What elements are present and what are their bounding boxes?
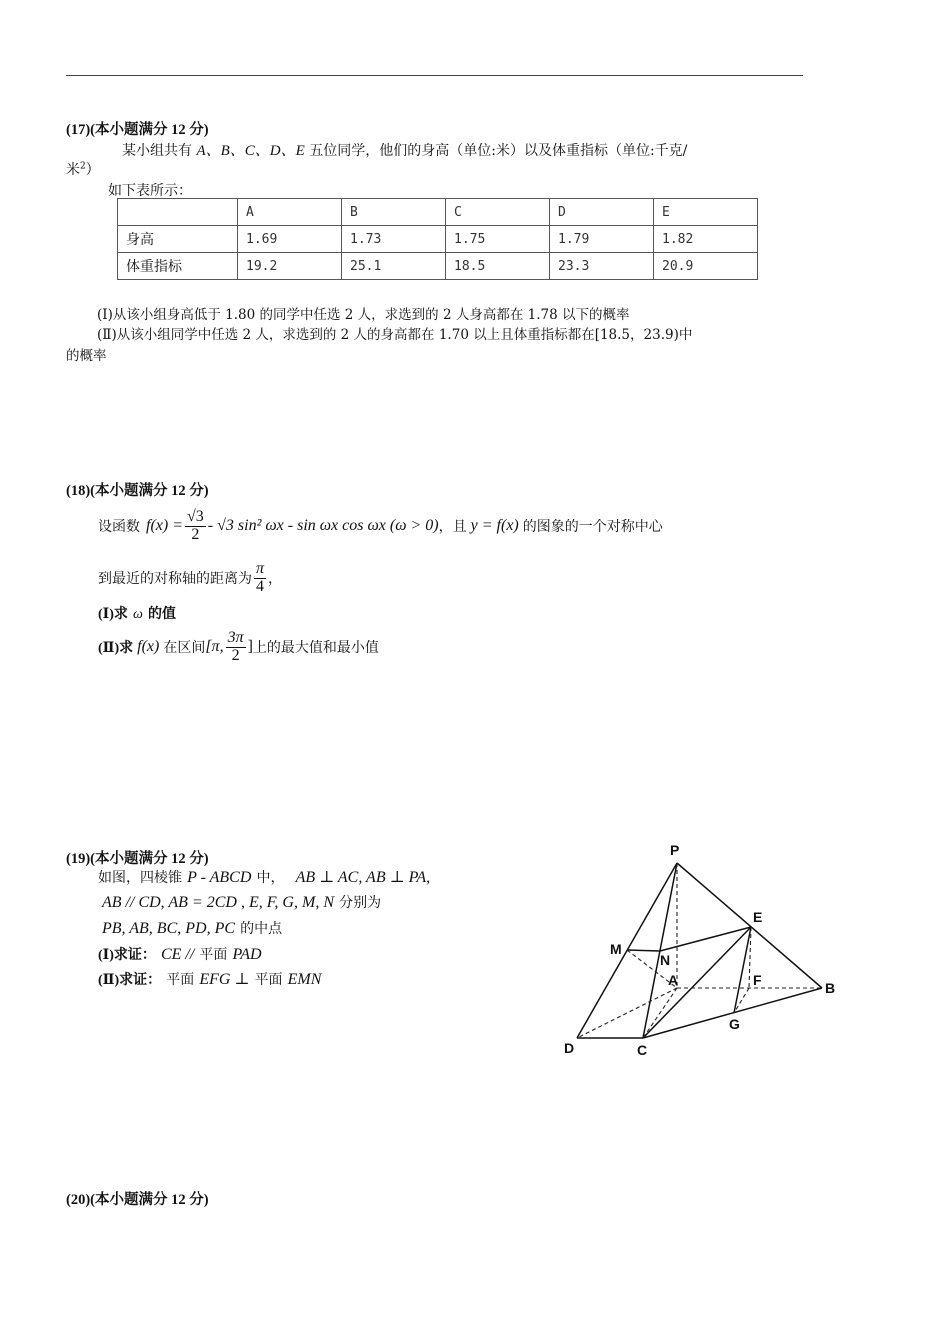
- text: 的中点: [240, 921, 283, 937]
- problem-19-line2: [102, 892, 381, 912]
- table-cell: 1.69: [238, 226, 342, 253]
- table-cell: A: [238, 199, 342, 226]
- label-G: G: [729, 1016, 740, 1032]
- fraction-numerator: 3π: [227, 628, 244, 646]
- table-row: [118, 226, 758, 253]
- part-label: (Ⅱ)求证：: [98, 973, 162, 988]
- text: 分别为: [339, 895, 382, 911]
- student-names: A、B、C、D、E: [196, 143, 305, 159]
- problem-18-part-2: [98, 624, 379, 670]
- interval-open: [π,: [205, 638, 224, 655]
- part-text: 上的最大值和最小值: [252, 640, 379, 656]
- table-cell: 20.9: [654, 253, 758, 280]
- part-label: (Ⅰ)求: [98, 607, 128, 622]
- problem-19-part-1: [98, 944, 262, 964]
- connector-text: ，且: [438, 519, 467, 535]
- problem-17-part-1: (Ⅰ)从该小组身高低于 1.80 的同学中任选 2 人，求选到的 2 人身高都在 1.78 以下的概率: [97, 307, 630, 323]
- text: 平面: [199, 947, 228, 963]
- label-E: E: [753, 909, 763, 925]
- three-pi-over-2: [226, 630, 246, 665]
- problem-20-title: (20)(本小题满分 12 分): [66, 1192, 209, 1208]
- table-cell: 18.5: [446, 253, 550, 280]
- table-cell: D: [550, 199, 654, 226]
- lead-text: 设函数: [98, 519, 140, 535]
- label-A: A: [668, 972, 679, 988]
- table-cell: 19.2: [238, 253, 342, 280]
- intro-text: 某小组共有: [122, 143, 192, 159]
- vertex-labels: [564, 842, 835, 1058]
- omega-symbol: ω: [132, 607, 143, 622]
- table-cell: 1.75: [446, 226, 550, 253]
- table-cell: 体重指标: [118, 253, 238, 280]
- segment-NE: [660, 927, 751, 951]
- pyramid-figure: [552, 835, 852, 1070]
- pi-over-4: [254, 561, 266, 596]
- problem-17-part-2: (Ⅱ)从该小组同学中任选 2 人，求选到的 2 人的身高都在 1.70 以上且体重指标都在[18.5，23.9)中: [97, 327, 693, 343]
- problem-17-intro: [122, 139, 687, 160]
- problem-19-title: (19)(本小题满分 12 分): [66, 851, 209, 867]
- problem-19-line1: [98, 867, 430, 887]
- problem-18-function: [98, 500, 663, 552]
- unit-superscript: 2: [80, 161, 86, 172]
- parallel-conditions: AB // CD, AB = 2CD , E, F, G, M, N: [102, 894, 334, 911]
- math: PAD: [232, 946, 262, 963]
- segment-MN: [627, 950, 660, 951]
- function-name: f(x): [137, 638, 160, 655]
- table-cell: B: [342, 199, 446, 226]
- fraction-denominator: 2: [191, 525, 200, 543]
- fraction-numerator: π: [256, 559, 265, 577]
- segment-list: PB, AB, BC, PD, PC: [102, 920, 236, 937]
- text: 中，: [256, 870, 285, 886]
- problem-19-part-2: [98, 969, 321, 989]
- table-cell: 23.3: [550, 253, 654, 280]
- height-weight-table: [117, 198, 758, 280]
- problem-18-line2: [98, 555, 282, 601]
- label-M: M: [610, 941, 622, 957]
- symmetry-text: 的图象的一个对称中心: [522, 519, 663, 535]
- header-rule: [66, 75, 803, 76]
- problem-18-title: (18)(本小题满分 12 分): [66, 483, 209, 499]
- label-F: F: [753, 972, 762, 988]
- table-row: [118, 253, 758, 280]
- text: 平面: [254, 972, 283, 988]
- fraction-denominator: 2: [231, 646, 240, 664]
- interval-close: ]: [247, 638, 253, 655]
- problem-17-title: (17)(本小题满分 12 分): [66, 122, 209, 138]
- problem-18-part-1: [98, 603, 176, 623]
- math: CE //: [160, 946, 195, 963]
- part-label: (Ⅱ)求: [98, 641, 134, 656]
- problem-17-intro-line2: [66, 159, 100, 179]
- pyramid-name: P - ABCD: [187, 869, 252, 886]
- perpendicular-conditions: AB ⊥ AC, AB ⊥ PA,: [295, 869, 431, 886]
- text: 如图，四棱锥: [98, 870, 182, 886]
- fraction-denominator: 4: [256, 577, 264, 595]
- segment-EG: [734, 927, 751, 1013]
- table-cell: 1.79: [550, 226, 654, 253]
- table-cell: C: [446, 199, 550, 226]
- function-expression: - √3 sin² ωx - sin ωx cos ωx (ω > 0): [207, 517, 439, 534]
- text: 平面: [166, 972, 195, 988]
- label-C: C: [637, 1042, 648, 1058]
- fraction-numerator: √3: [187, 507, 204, 525]
- unit-close: ）: [85, 162, 100, 178]
- distance-text: 到最近的对称轴的距离为: [98, 571, 252, 587]
- problem-17-part-2-cont: 的概率: [66, 348, 107, 364]
- table-cell: E: [654, 199, 758, 226]
- part-text: 的值: [147, 607, 176, 622]
- math: EFG ⊥: [199, 971, 250, 988]
- graph-function: y = f(x): [470, 517, 519, 534]
- label-B: B: [825, 980, 836, 996]
- table-cell: 25.1: [342, 253, 446, 280]
- label-N: N: [660, 952, 671, 968]
- interval-text: 在区间: [163, 640, 206, 656]
- intro-text-cont: 五位同学，他们的身高（单位:米）以及体重指标（单位:千克/: [309, 143, 688, 159]
- label-D: D: [564, 1040, 575, 1056]
- sqrt3-over-2: [185, 509, 206, 544]
- table-cell: 1.82: [654, 226, 758, 253]
- problem-19-line3: [102, 918, 282, 938]
- comma: ，: [268, 571, 283, 587]
- unit-text: 米: [66, 162, 80, 178]
- table-header-row: [118, 199, 758, 226]
- label-P: P: [670, 842, 680, 858]
- table-cell: 身高: [118, 226, 238, 253]
- part-label: (Ⅰ)求证：: [98, 948, 156, 963]
- function-name: f(x) =: [146, 517, 183, 534]
- table-cell: 1.73: [342, 226, 446, 253]
- math: EMN: [287, 971, 322, 988]
- table-intro: 如下表所示：: [108, 183, 192, 199]
- table-cell: [118, 199, 238, 226]
